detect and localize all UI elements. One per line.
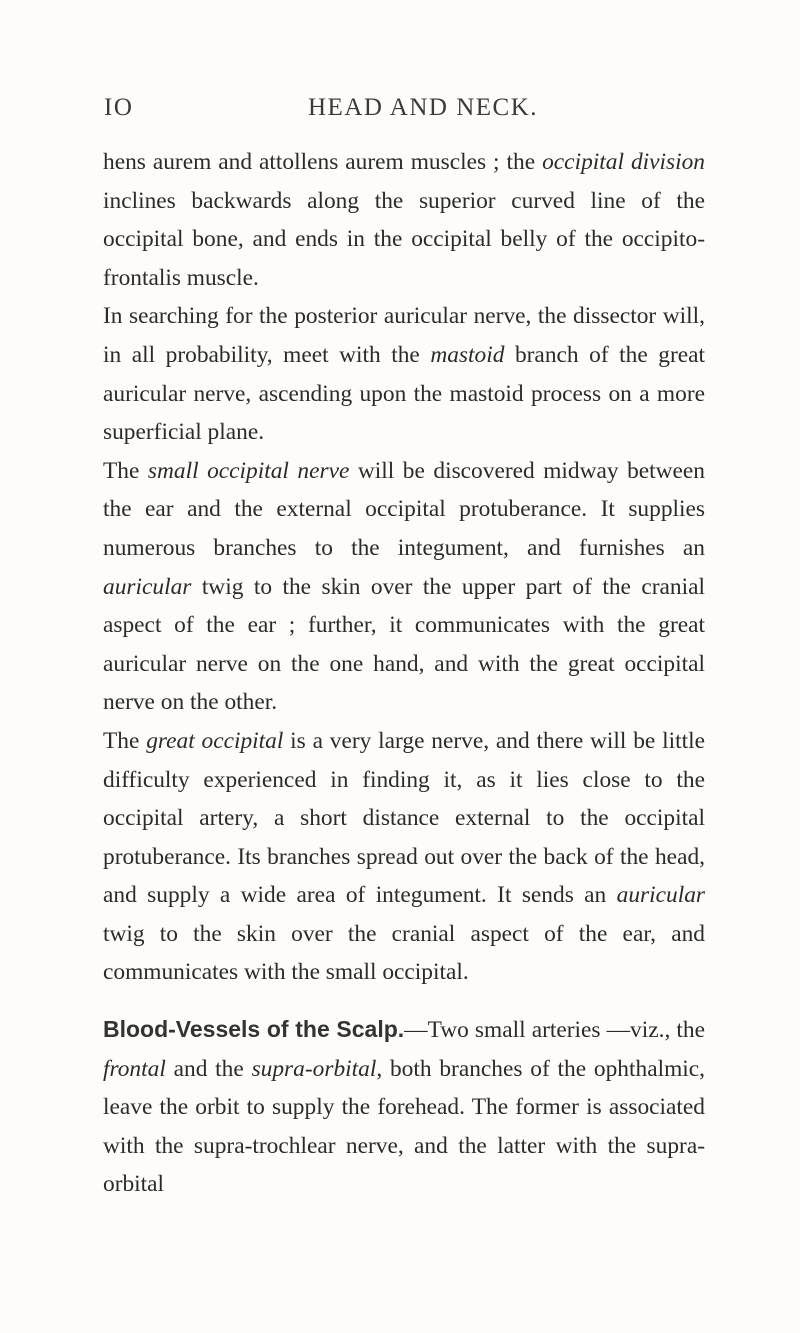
page-number: IO bbox=[104, 94, 134, 121]
running-title: HEAD AND NECK. bbox=[308, 94, 539, 121]
text-run: —Two small arteries —viz., the bbox=[404, 1017, 706, 1044]
text-run: is a very large nerve, and there will be little difficulty experienced in finding it, as it lies close to the occipital artery, a short distance external to the occipital protuberance. Its branches spread out over the back of the head, and supply a wide area of integument. It sends an bbox=[103, 727, 706, 909]
text-run: inclines backwards along the superior curved line of the occipital bone, and ends in the occipital belly of the occipito-frontalis muscle. bbox=[103, 187, 705, 291]
text-run: branch of the great auricular nerve, ascending upon the mastoid process on a more superficial plane. bbox=[103, 341, 705, 446]
text-run: , both branches of the ophthalmic, leave the orbit to supply the forehead. The former is associated with the supra-trochlear nerve, and the latter with the supra-orbital bbox=[103, 1055, 705, 1198]
italic-term: small occipital nerve bbox=[147, 457, 350, 484]
italic-term: auricular bbox=[103, 573, 192, 600]
italic-term: auricular bbox=[616, 882, 705, 909]
text-run: twig to the skin over the upper part of the cranial aspect of the ear ; further, it communicates with the great auricular nerve on the one hand, and with the great occipital nerve on the other. bbox=[103, 573, 705, 716]
body-text bbox=[103, 143, 705, 1204]
running-head bbox=[0, 94, 800, 134]
paragraph bbox=[103, 452, 705, 722]
italic-term: occipital division bbox=[542, 149, 706, 175]
italic-term: mastoid bbox=[430, 341, 505, 368]
italic-term: frontal bbox=[103, 1055, 166, 1082]
text-run: The bbox=[103, 457, 148, 484]
text-run: and the bbox=[165, 1055, 252, 1082]
italic-term: great occipital bbox=[146, 727, 284, 754]
text-run: The bbox=[103, 727, 147, 754]
text-run: will be discovered midway between the ear and the external occipital protuberance. It supplies numerous branches to the integument, and furnishes an bbox=[103, 457, 705, 561]
paragraph bbox=[103, 143, 705, 297]
text-run: In searching for the posterior auricular nerve, the dissector will, in all probability, meet with the bbox=[103, 303, 705, 368]
paragraph bbox=[103, 297, 705, 451]
section-heading: Blood-Vessels of the Scalp. bbox=[103, 1016, 405, 1043]
section-paragraph bbox=[103, 1010, 705, 1204]
text-run: hens aurem and attollens aurem muscles ; the bbox=[103, 149, 543, 175]
paragraph bbox=[103, 722, 705, 992]
italic-term: supra-orbital bbox=[251, 1055, 377, 1082]
text-run: twig to the skin over the cranial aspect of the ear, and communicates with the small occipital. bbox=[103, 920, 705, 986]
